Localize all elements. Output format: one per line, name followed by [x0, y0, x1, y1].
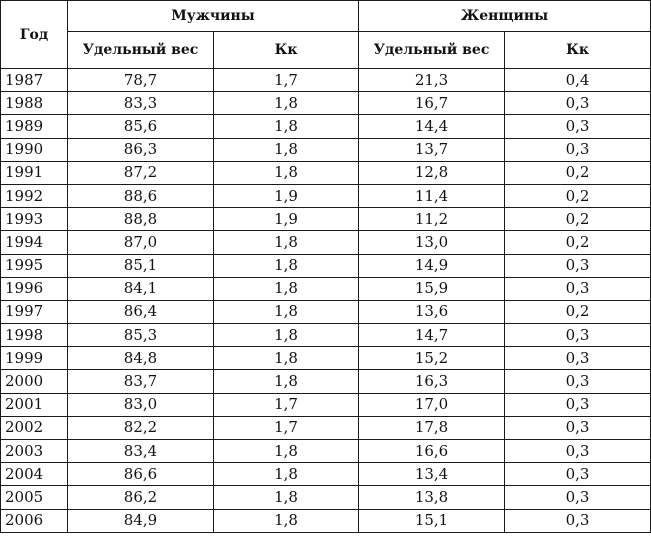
year-cell: 1997	[1, 300, 68, 323]
table-row	[1, 208, 651, 231]
women-kk-cell: 0,2	[505, 184, 651, 207]
women-share-cell: 16,6	[359, 440, 505, 463]
year-cell: 1988	[1, 92, 68, 115]
women-share-cell: 13,0	[359, 231, 505, 254]
year-cell: 1989	[1, 115, 68, 138]
women-share-cell: 14,4	[359, 115, 505, 138]
year-cell: 1992	[1, 184, 68, 207]
table-row	[1, 463, 651, 486]
table-row	[1, 324, 651, 347]
women-kk-cell: 0,3	[505, 324, 651, 347]
year-column-header: Год	[1, 1, 68, 69]
year-cell: 1991	[1, 161, 68, 184]
women-kk-cell: 0,3	[505, 370, 651, 393]
table-body	[1, 69, 651, 533]
men-share-cell: 86,3	[68, 138, 214, 161]
women-share-cell: 16,3	[359, 370, 505, 393]
table-row	[1, 69, 651, 92]
women-share-cell: 11,2	[359, 208, 505, 231]
table-row	[1, 254, 651, 277]
year-cell: 2003	[1, 440, 68, 463]
women-share-cell: 16,7	[359, 92, 505, 115]
women-kk-cell: 0,2	[505, 161, 651, 184]
year-cell: 2006	[1, 509, 68, 532]
men-share-cell: 85,3	[68, 324, 214, 347]
men-share-cell: 88,6	[68, 184, 214, 207]
women-share-cell: 13,4	[359, 463, 505, 486]
men-kk-cell: 1,8	[214, 370, 359, 393]
table-row	[1, 161, 651, 184]
women-share-cell: 15,1	[359, 509, 505, 532]
women-share-cell: 15,2	[359, 347, 505, 370]
header-row-groups	[1, 1, 651, 32]
women-share-cell: 14,7	[359, 324, 505, 347]
men-share-cell: 78,7	[68, 69, 214, 92]
men-kk-column-header: Кк	[214, 32, 359, 69]
table-row	[1, 416, 651, 439]
men-kk-cell: 1,8	[214, 486, 359, 509]
table-row	[1, 92, 651, 115]
women-share-cell: 13,6	[359, 300, 505, 323]
men-kk-cell: 1,7	[214, 393, 359, 416]
table-row	[1, 277, 651, 300]
women-kk-cell: 0,3	[505, 92, 651, 115]
men-kk-cell: 1,8	[214, 277, 359, 300]
header-row-columns	[1, 32, 651, 69]
women-share-cell: 13,7	[359, 138, 505, 161]
men-share-column-header: Удельный вес	[68, 32, 214, 69]
men-kk-cell: 1,8	[214, 509, 359, 532]
year-cell: 2000	[1, 370, 68, 393]
women-share-cell: 15,9	[359, 277, 505, 300]
table-row	[1, 509, 651, 532]
women-kk-cell: 0,2	[505, 231, 651, 254]
women-kk-cell: 0,3	[505, 115, 651, 138]
men-kk-cell: 1,7	[214, 69, 359, 92]
year-cell: 1995	[1, 254, 68, 277]
men-kk-cell: 1,8	[214, 231, 359, 254]
men-kk-cell: 1,8	[214, 254, 359, 277]
men-kk-cell: 1,8	[214, 92, 359, 115]
women-kk-column-header: Кк	[505, 32, 651, 69]
table-row	[1, 393, 651, 416]
men-share-cell: 85,6	[68, 115, 214, 138]
women-kk-cell: 0,3	[505, 254, 651, 277]
table-row	[1, 440, 651, 463]
men-share-cell: 87,2	[68, 161, 214, 184]
men-kk-cell: 1,8	[214, 347, 359, 370]
men-kk-cell: 1,8	[214, 161, 359, 184]
men-kk-cell: 1,8	[214, 115, 359, 138]
men-kk-cell: 1,8	[214, 300, 359, 323]
year-cell: 1993	[1, 208, 68, 231]
year-cell: 2002	[1, 416, 68, 439]
men-share-cell: 87,0	[68, 231, 214, 254]
men-group-header: Мужчины	[68, 1, 359, 32]
women-kk-cell: 0,3	[505, 463, 651, 486]
women-kk-cell: 0,3	[505, 509, 651, 532]
women-share-cell: 14,9	[359, 254, 505, 277]
year-cell: 1994	[1, 231, 68, 254]
women-share-cell: 13,8	[359, 486, 505, 509]
women-kk-cell: 0,3	[505, 486, 651, 509]
women-kk-cell: 0,3	[505, 277, 651, 300]
women-group-header: Женщины	[359, 1, 651, 32]
women-kk-cell: 0,3	[505, 393, 651, 416]
year-cell: 2004	[1, 463, 68, 486]
men-share-cell: 84,9	[68, 509, 214, 532]
men-share-cell: 85,1	[68, 254, 214, 277]
table-row	[1, 231, 651, 254]
year-cell: 1999	[1, 347, 68, 370]
men-share-cell: 82,2	[68, 416, 214, 439]
table-header	[1, 1, 651, 69]
year-cell: 1996	[1, 277, 68, 300]
women-kk-cell: 0,4	[505, 69, 651, 92]
table-row	[1, 184, 651, 207]
table-row	[1, 370, 651, 393]
table-row	[1, 300, 651, 323]
men-share-cell: 84,1	[68, 277, 214, 300]
year-cell: 2005	[1, 486, 68, 509]
men-kk-cell: 1,9	[214, 208, 359, 231]
men-share-cell: 86,6	[68, 463, 214, 486]
table-row	[1, 347, 651, 370]
men-kk-cell: 1,8	[214, 440, 359, 463]
men-share-cell: 83,3	[68, 92, 214, 115]
women-share-cell: 17,0	[359, 393, 505, 416]
men-share-cell: 83,4	[68, 440, 214, 463]
women-share-cell: 17,8	[359, 416, 505, 439]
men-share-cell: 83,0	[68, 393, 214, 416]
men-share-cell: 83,7	[68, 370, 214, 393]
women-share-cell: 12,8	[359, 161, 505, 184]
men-share-cell: 84,8	[68, 347, 214, 370]
year-cell: 1998	[1, 324, 68, 347]
men-kk-cell: 1,8	[214, 138, 359, 161]
men-kk-cell: 1,7	[214, 416, 359, 439]
women-kk-cell: 0,3	[505, 440, 651, 463]
men-share-cell: 88,8	[68, 208, 214, 231]
men-share-cell: 86,2	[68, 486, 214, 509]
men-kk-cell: 1,8	[214, 324, 359, 347]
women-share-column-header: Удельный вес	[359, 32, 505, 69]
year-cell: 2001	[1, 393, 68, 416]
men-share-cell: 86,4	[68, 300, 214, 323]
year-cell: 1987	[1, 69, 68, 92]
men-kk-cell: 1,9	[214, 184, 359, 207]
men-kk-cell: 1,8	[214, 463, 359, 486]
table-row	[1, 115, 651, 138]
year-cell: 1990	[1, 138, 68, 161]
women-share-cell: 21,3	[359, 69, 505, 92]
women-kk-cell: 0,2	[505, 300, 651, 323]
women-kk-cell: 0,3	[505, 416, 651, 439]
women-kk-cell: 0,3	[505, 138, 651, 161]
women-kk-cell: 0,3	[505, 347, 651, 370]
table-row	[1, 486, 651, 509]
women-share-cell: 11,4	[359, 184, 505, 207]
women-kk-cell: 0,2	[505, 208, 651, 231]
table-row	[1, 138, 651, 161]
